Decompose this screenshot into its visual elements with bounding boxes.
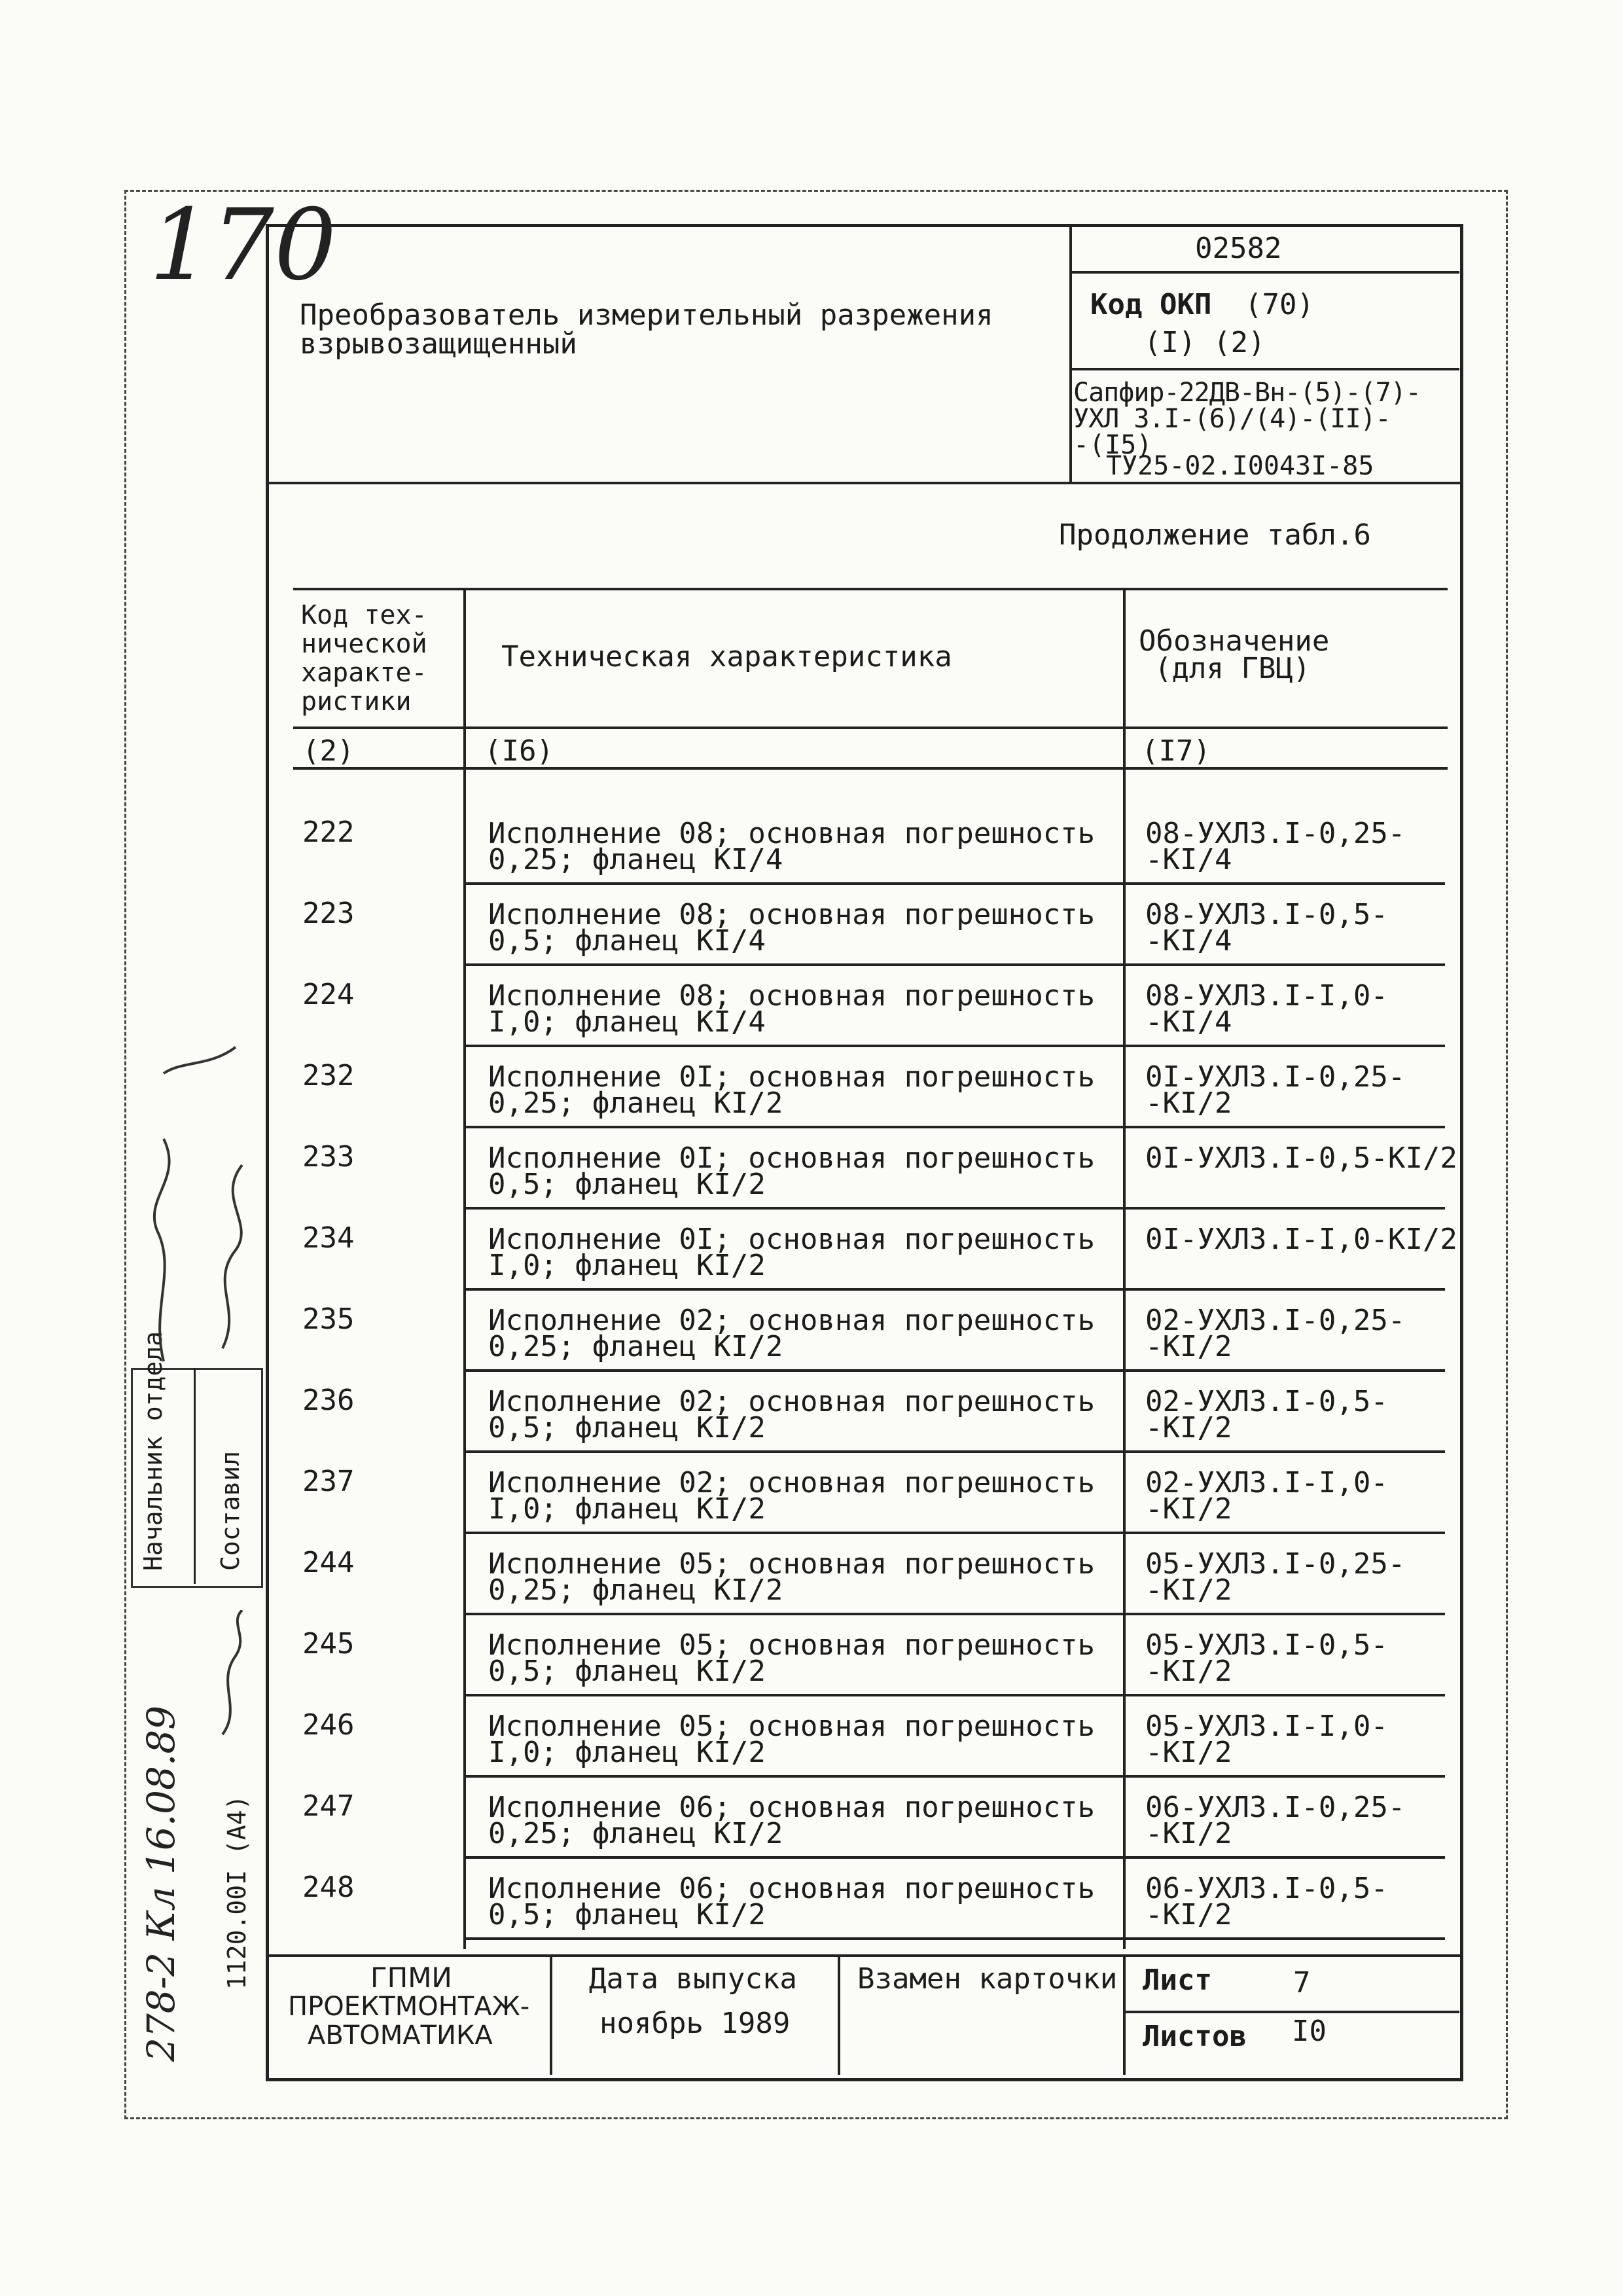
row-separator xyxy=(463,1288,1445,1291)
row-code: 248 xyxy=(302,1871,355,1904)
row-characteristic-line2: 0,5; фланец КI/2 xyxy=(488,1898,766,1931)
row-separator xyxy=(463,1450,1445,1453)
signature-scribble-lower xyxy=(209,1610,262,1741)
col-header-code-l4: ристики xyxy=(301,687,412,717)
release-label: Дата выпуска xyxy=(589,1962,797,1996)
row-code: 224 xyxy=(302,978,355,1011)
header-okp-line xyxy=(1069,368,1459,370)
row-code: 237 xyxy=(302,1465,355,1498)
table-colnum-line xyxy=(293,767,1448,770)
row-designation-line1: 02-УХЛЗ.I-0,25- xyxy=(1145,1304,1406,1337)
row-designation-line1: 0I-УХЛЗ.I-0,5-КI/2 xyxy=(1145,1141,1457,1175)
row-characteristic-line1: Исполнение 06; основная погрешность xyxy=(488,1872,1096,1905)
row-characteristic-line2: I,0; фланец КI/2 xyxy=(488,1492,766,1526)
designation-line3: -(I5) xyxy=(1073,430,1152,460)
row-characteristic-line1: Исполнение 02; основная погрешность xyxy=(488,1385,1096,1418)
row-designation-line1: 08-УХЛЗ.I-I,0- xyxy=(1145,979,1388,1013)
row-designation-line1: 02-УХЛЗ.I-I,0- xyxy=(1145,1466,1388,1499)
designation-line2: УХЛ 3.I-(6)/(4)-(II)- xyxy=(1073,404,1391,434)
row-characteristic-line1: Исполнение 05; основная погрешность xyxy=(488,1547,1096,1581)
form-code: 1120.00I (А4) xyxy=(223,1795,251,1990)
row-separator xyxy=(463,1126,1445,1128)
row-designation-line2: -КI/2 xyxy=(1145,1655,1232,1688)
designation-line1: Сапфир-22ДВ-Вн-(5)-(7)- xyxy=(1073,378,1421,408)
row-characteristic-line2: I,0; фланец КI/4 xyxy=(488,1005,766,1039)
okp-value: (70) xyxy=(1245,288,1314,321)
row-characteristic-line1: Исполнение 05; основная погрешность xyxy=(488,1628,1096,1662)
row-designation-line2: -КI/2 xyxy=(1145,1817,1232,1850)
row-characteristic-line2: 0,5; фланец КI/2 xyxy=(488,1168,766,1201)
row-code: 223 xyxy=(302,897,355,930)
row-characteristic-line1: Исполнение 08; основная погрешность xyxy=(488,898,1096,931)
row-designation-line2: -КI/2 xyxy=(1145,1492,1232,1526)
row-separator xyxy=(463,1532,1445,1534)
sheet-value: 7 xyxy=(1293,1966,1311,2000)
table-head-line xyxy=(293,726,1448,729)
footer-top-line xyxy=(266,1954,1462,1957)
header-code-line xyxy=(1069,271,1459,274)
row-separator xyxy=(463,1775,1445,1778)
row-designation-line2: -КI/4 xyxy=(1145,843,1232,876)
row-separator xyxy=(463,882,1445,885)
row-characteristic-line2: I,0; фланец КI/2 xyxy=(488,1736,766,1769)
col-header-characteristic: Техническая характеристика xyxy=(501,640,952,673)
product-name-line1: Преобразователь измерительный разрежения xyxy=(300,298,993,332)
head-dept-label: Начальник отдела xyxy=(139,1331,168,1571)
row-designation-line2: -КI/2 xyxy=(1145,1898,1232,1931)
footer-divider-2 xyxy=(838,1954,840,2075)
row-designation-line1: 05-УХЛЗ.I-0,25- xyxy=(1145,1547,1406,1581)
row-code: 222 xyxy=(302,816,355,849)
row-separator xyxy=(463,1045,1445,1047)
table-continuation: Продолжение табл.6 xyxy=(1059,518,1371,552)
col-header-code-l2: нической xyxy=(301,629,427,659)
replaces-label: Взамен карточки xyxy=(857,1962,1118,1996)
row-characteristic-line1: Исполнение 0I; основная погрешность xyxy=(488,1141,1096,1175)
row-characteristic-line2: 0,5; фланец КI/2 xyxy=(488,1411,766,1444)
row-designation-line2: -КI/4 xyxy=(1145,924,1232,958)
row-code: 244 xyxy=(302,1546,355,1579)
row-characteristic-line2: I,0; фланец КI/2 xyxy=(488,1249,766,1282)
row-designation-line2: -КI/2 xyxy=(1145,1330,1232,1363)
row-designation-line1: 08-УХЛЗ.I-0,25- xyxy=(1145,817,1406,850)
row-characteristic-line2: 0,5; фланец КI/4 xyxy=(488,924,766,958)
signature-1 xyxy=(154,1047,236,1361)
row-designation-line1: 0I-УХЛЗ.I-I,0-КI/2 xyxy=(1145,1223,1457,1256)
col-header-code-l1: Код тех- xyxy=(301,600,427,630)
okp-label: Код ОКП xyxy=(1090,288,1212,321)
footer-sheet-line xyxy=(1123,2011,1459,2013)
row-designation-line2: -КI/2 xyxy=(1145,1411,1232,1444)
table-col-divider-2 xyxy=(1123,588,1126,1949)
row-designation-line2: -КI/2 xyxy=(1145,1573,1232,1607)
org-line2: ПРОЕКТМОНТАЖ- xyxy=(288,1992,530,2022)
table-col-divider-1 xyxy=(463,588,466,1949)
handwritten-stamp: 278-2 Кл 16.08.89 xyxy=(139,1705,183,2062)
row-characteristic-line1: Исполнение 06; основная погрешность xyxy=(488,1791,1096,1824)
table-top-line xyxy=(293,588,1448,590)
row-code: 245 xyxy=(302,1627,355,1660)
sheets-label: Листов xyxy=(1143,2020,1247,2053)
header-bottom-line xyxy=(266,482,1462,484)
row-code: 247 xyxy=(302,1789,355,1823)
row-designation-line1: 05-УХЛЗ.I-0,5- xyxy=(1145,1628,1388,1662)
row-characteristic-line1: Исполнение 05; основная погрешность xyxy=(488,1710,1096,1743)
row-characteristic-line1: Исполнение 02; основная погрешность xyxy=(488,1466,1096,1499)
row-code: 236 xyxy=(302,1384,355,1417)
footer-divider-1 xyxy=(550,1954,552,2075)
row-separator xyxy=(463,963,1445,966)
row-characteristic-line1: Исполнение 08; основная погрешность xyxy=(488,817,1096,850)
row-separator xyxy=(463,1856,1445,1859)
row-characteristic-line2: 0,25; фланец КI/2 xyxy=(488,1573,783,1607)
sheet-label: Лист xyxy=(1143,1964,1212,1997)
row-characteristic-line2: 0,25; фланец КI/2 xyxy=(488,1086,783,1120)
row-designation-line1: 0I-УХЛЗ.I-0,25- xyxy=(1145,1060,1406,1094)
row-separator xyxy=(463,1207,1445,1210)
col-header-code-l3: характе- xyxy=(301,658,427,688)
handwritten-page-number: 170 xyxy=(149,188,337,302)
row-characteristic-line1: Исполнение 0I; основная погрешность xyxy=(488,1060,1096,1094)
row-code: 233 xyxy=(302,1140,355,1174)
col-header-designation-l1: Обозначение xyxy=(1139,624,1330,658)
col-number-code: (2) xyxy=(302,734,355,768)
row-designation-line1: 08-УХЛЗ.I-0,5- xyxy=(1145,898,1388,931)
row-characteristic-line2: 0,25; фланец КI/2 xyxy=(488,1817,783,1850)
product-name-line2: взрывозащищенный xyxy=(300,327,577,361)
okp-sub: (I) (2) xyxy=(1144,326,1266,359)
row-characteristic-line1: Исполнение 0I; основная погрешность xyxy=(488,1223,1096,1256)
row-characteristic-line2: 0,5; фланец КI/2 xyxy=(488,1655,766,1688)
row-code: 232 xyxy=(302,1059,355,1092)
row-designation-line1: 05-УХЛЗ.I-I,0- xyxy=(1145,1710,1388,1743)
tu-number: ТУ25-02.I0043I-85 xyxy=(1106,451,1374,481)
row-designation-line2: -КI/2 xyxy=(1145,1736,1232,1769)
row-separator xyxy=(463,1937,1445,1940)
col-header-designation-l2: (для ГВЦ) xyxy=(1154,652,1311,685)
row-designation-line2: -КI/2 xyxy=(1145,1086,1232,1120)
compiled-label: Составил xyxy=(216,1450,245,1571)
row-designation-line1: 06-УХЛЗ.I-0,25- xyxy=(1145,1791,1406,1824)
row-code: 246 xyxy=(302,1708,355,1742)
org-line3: АВТОМАТИКА xyxy=(308,2020,493,2051)
row-code: 235 xyxy=(302,1302,355,1336)
approval-stamp-divider xyxy=(194,1368,196,1584)
release-date: ноябрь 1989 xyxy=(599,2007,791,2040)
row-designation-line1: 02-УХЛЗ.I-0,5- xyxy=(1145,1385,1388,1418)
row-characteristic-line2: 0,25; фланец КI/4 xyxy=(488,843,783,876)
sheets-value: I0 xyxy=(1292,2015,1327,2048)
col-number-characteristic: (I6) xyxy=(484,734,554,768)
signature-2 xyxy=(223,1165,242,1348)
footer-divider-3 xyxy=(1123,1954,1126,2075)
row-designation-line1: 06-УХЛЗ.I-0,5- xyxy=(1145,1872,1388,1905)
header-divider xyxy=(1069,224,1072,483)
document-code: 02582 xyxy=(1195,232,1282,265)
row-code: 234 xyxy=(302,1221,355,1255)
row-designation-line2: -КI/4 xyxy=(1145,1005,1232,1039)
row-characteristic-line2: 0,25; фланец КI/2 xyxy=(488,1330,783,1363)
row-separator xyxy=(463,1369,1445,1372)
org-line1: ГПМИ xyxy=(370,1962,452,1994)
row-separator xyxy=(463,1694,1445,1696)
row-separator xyxy=(463,1613,1445,1615)
row-characteristic-line1: Исполнение 02; основная погрешность xyxy=(488,1304,1096,1337)
row-characteristic-line1: Исполнение 08; основная погрешность xyxy=(488,979,1096,1013)
signature-scribbles xyxy=(137,1034,268,1374)
col-number-designation: (I7) xyxy=(1141,734,1211,768)
